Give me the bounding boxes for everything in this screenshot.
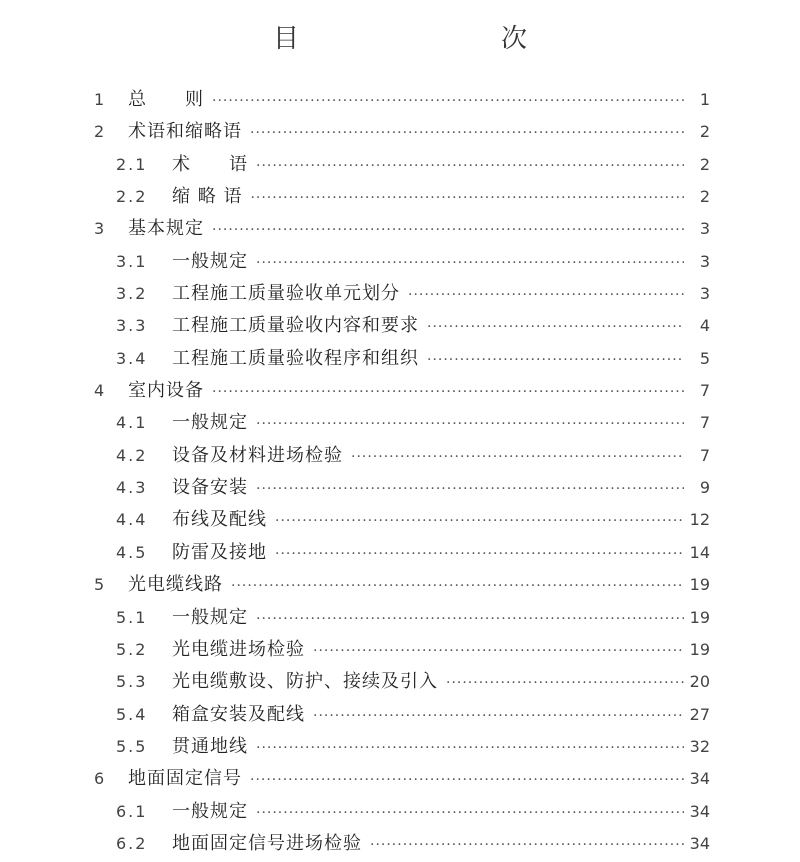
toc-entry-label: 术 语 [172, 153, 248, 175]
leader-dots [250, 117, 684, 149]
toc-entry[interactable] [92, 569, 710, 601]
leader-dots [446, 667, 684, 699]
toc-entry-label: 工程施工质量验收内容和要求 [172, 315, 419, 337]
toc-entry-number: 6 [94, 769, 107, 789]
leader-dots [212, 85, 684, 117]
toc-entry-label: 一般规定 [172, 412, 248, 434]
toc-entry[interactable] [92, 796, 710, 828]
toc-entry-page: 7 [699, 381, 710, 401]
toc-entry-page: 5 [699, 348, 710, 368]
toc-entry-number: 5 [94, 575, 107, 595]
toc-entry[interactable] [92, 504, 710, 536]
toc-entry-number: 5.1 [116, 607, 148, 627]
toc-entry-label: 地面固定信号进场检验 [172, 832, 362, 854]
toc-entry[interactable] [92, 472, 710, 504]
toc-entry[interactable] [92, 440, 710, 472]
toc-entry-page: 7 [699, 445, 710, 465]
toc-entry-page: 19 [689, 575, 710, 595]
toc-entry-label: 地面固定信号 [128, 768, 242, 790]
toc-entry-page: 3 [699, 251, 710, 271]
toc-entry-page: 34 [689, 801, 710, 821]
toc-entry-page: 32 [689, 736, 710, 756]
leader-dots [256, 732, 684, 764]
toc-entry-label: 缩 略 语 [172, 186, 243, 208]
toc-entry-page: 20 [689, 672, 710, 692]
toc-entry-label: 术语和缩略语 [128, 121, 242, 143]
toc-entry-number: 2.1 [116, 154, 148, 174]
toc-entry-page: 34 [689, 769, 710, 789]
toc-entry[interactable] [92, 634, 710, 666]
toc-entry-label: 工程施工质量验收单元划分 [172, 283, 400, 305]
toc-entry-page: 4 [699, 316, 710, 336]
toc-entry-label: 设备安装 [172, 477, 248, 499]
toc-entry[interactable] [92, 537, 710, 569]
toc-entry-number: 3.3 [116, 316, 148, 336]
toc-entry-number: 6.2 [116, 833, 148, 853]
toc-entry-number: 3.2 [116, 284, 148, 304]
toc-entry-number: 4 [94, 381, 107, 401]
toc-entry-number: 5.2 [116, 639, 148, 659]
leader-dots [212, 376, 684, 408]
leader-dots [427, 344, 684, 376]
toc-entry-number: 3.1 [116, 251, 148, 271]
toc-entry-page: 3 [699, 284, 710, 304]
toc-entry-label: 一般规定 [172, 250, 248, 272]
toc-entry[interactable] [92, 278, 710, 310]
toc-entry[interactable] [92, 699, 710, 731]
leader-dots [256, 603, 684, 635]
leader-dots [313, 700, 684, 732]
toc-entry-page: 2 [699, 154, 710, 174]
toc-entry-label: 基本规定 [128, 218, 204, 240]
toc-entry[interactable] [92, 84, 710, 116]
toc-entry-label: 箱盒安装及配线 [172, 703, 305, 725]
toc-entry[interactable] [92, 310, 710, 342]
leader-dots [370, 829, 684, 861]
toc-entry-number: 4.2 [116, 445, 148, 465]
toc-entry[interactable] [92, 375, 710, 407]
leader-dots [256, 797, 684, 829]
toc-entry-label: 一般规定 [172, 606, 248, 628]
leader-dots [313, 635, 684, 667]
toc-entry-number: 5.4 [116, 704, 148, 724]
toc-entry-label: 一般规定 [172, 800, 248, 822]
toc-entry-label: 工程施工质量验收程序和组织 [172, 347, 419, 369]
toc-entry[interactable] [92, 666, 710, 698]
toc-entry-page: 9 [699, 478, 710, 498]
toc-entry-label: 贯通地线 [172, 735, 248, 757]
toc-entry[interactable] [92, 828, 710, 860]
leader-dots [275, 505, 684, 537]
toc-entry[interactable] [92, 602, 710, 634]
table-of-contents [92, 84, 710, 860]
toc-entry-number: 4.4 [116, 510, 148, 530]
toc-entry-number: 3 [94, 219, 107, 239]
page-title: 目 次 [272, 24, 577, 54]
toc-entry[interactable] [92, 181, 710, 213]
leader-dots [351, 441, 684, 473]
leader-dots [408, 279, 684, 311]
toc-entry-page: 2 [699, 187, 710, 207]
toc-entry-page: 27 [689, 704, 710, 724]
toc-entry-label: 光电缆进场检验 [172, 638, 305, 660]
toc-entry-page: 1 [699, 90, 710, 109]
leader-dots [231, 570, 684, 602]
leader-dots [256, 473, 684, 505]
toc-entry-label: 布线及配线 [172, 509, 267, 531]
toc-entry-page: 19 [689, 639, 710, 659]
toc-entry-page: 7 [699, 413, 710, 433]
toc-entry-label: 设备及材料进场检验 [172, 444, 343, 466]
toc-entry-label: 光电缆敷设、防护、接续及引入 [172, 671, 438, 693]
toc-entry-number: 1 [94, 90, 107, 109]
toc-entry-number: 3.4 [116, 348, 148, 368]
leader-dots [256, 408, 684, 440]
leader-dots [275, 538, 684, 570]
toc-entry-page: 19 [689, 607, 710, 627]
toc-entry-number: 2 [94, 122, 107, 142]
toc-entry-number: 4.5 [116, 542, 148, 562]
leader-dots [256, 150, 684, 182]
toc-entry-page: 2 [699, 122, 710, 142]
toc-entry-page: 3 [699, 219, 710, 239]
toc-entry[interactable] [92, 343, 710, 375]
toc-entry[interactable] [92, 763, 710, 795]
toc-entry-page: 14 [689, 542, 710, 562]
toc-entry[interactable] [92, 407, 710, 439]
leader-dots [427, 311, 684, 343]
leader-dots [250, 182, 684, 214]
toc-entry-number: 5.3 [116, 672, 148, 692]
toc-entry-number: 6.1 [116, 801, 148, 821]
toc-entry-page: 12 [689, 510, 710, 530]
toc-entry[interactable] [92, 116, 710, 148]
toc-entry-label: 总 则 [128, 89, 204, 110]
toc-entry[interactable] [92, 246, 710, 278]
toc-entry-number: 5.5 [116, 736, 148, 756]
toc-entry[interactable] [92, 149, 710, 181]
toc-entry-label: 光电缆线路 [128, 574, 223, 596]
leader-dots [212, 214, 684, 246]
toc-entry[interactable] [92, 731, 710, 763]
toc-entry-number: 2.2 [116, 187, 148, 207]
toc-entry-label: 防雷及接地 [172, 541, 267, 563]
toc-entry-label: 室内设备 [128, 380, 204, 402]
leader-dots [256, 247, 684, 279]
toc-entry-number: 4.3 [116, 478, 148, 498]
leader-dots [250, 764, 684, 796]
toc-entry[interactable] [92, 213, 710, 245]
toc-entry-number: 4.1 [116, 413, 148, 433]
toc-entry-page: 34 [689, 833, 710, 853]
